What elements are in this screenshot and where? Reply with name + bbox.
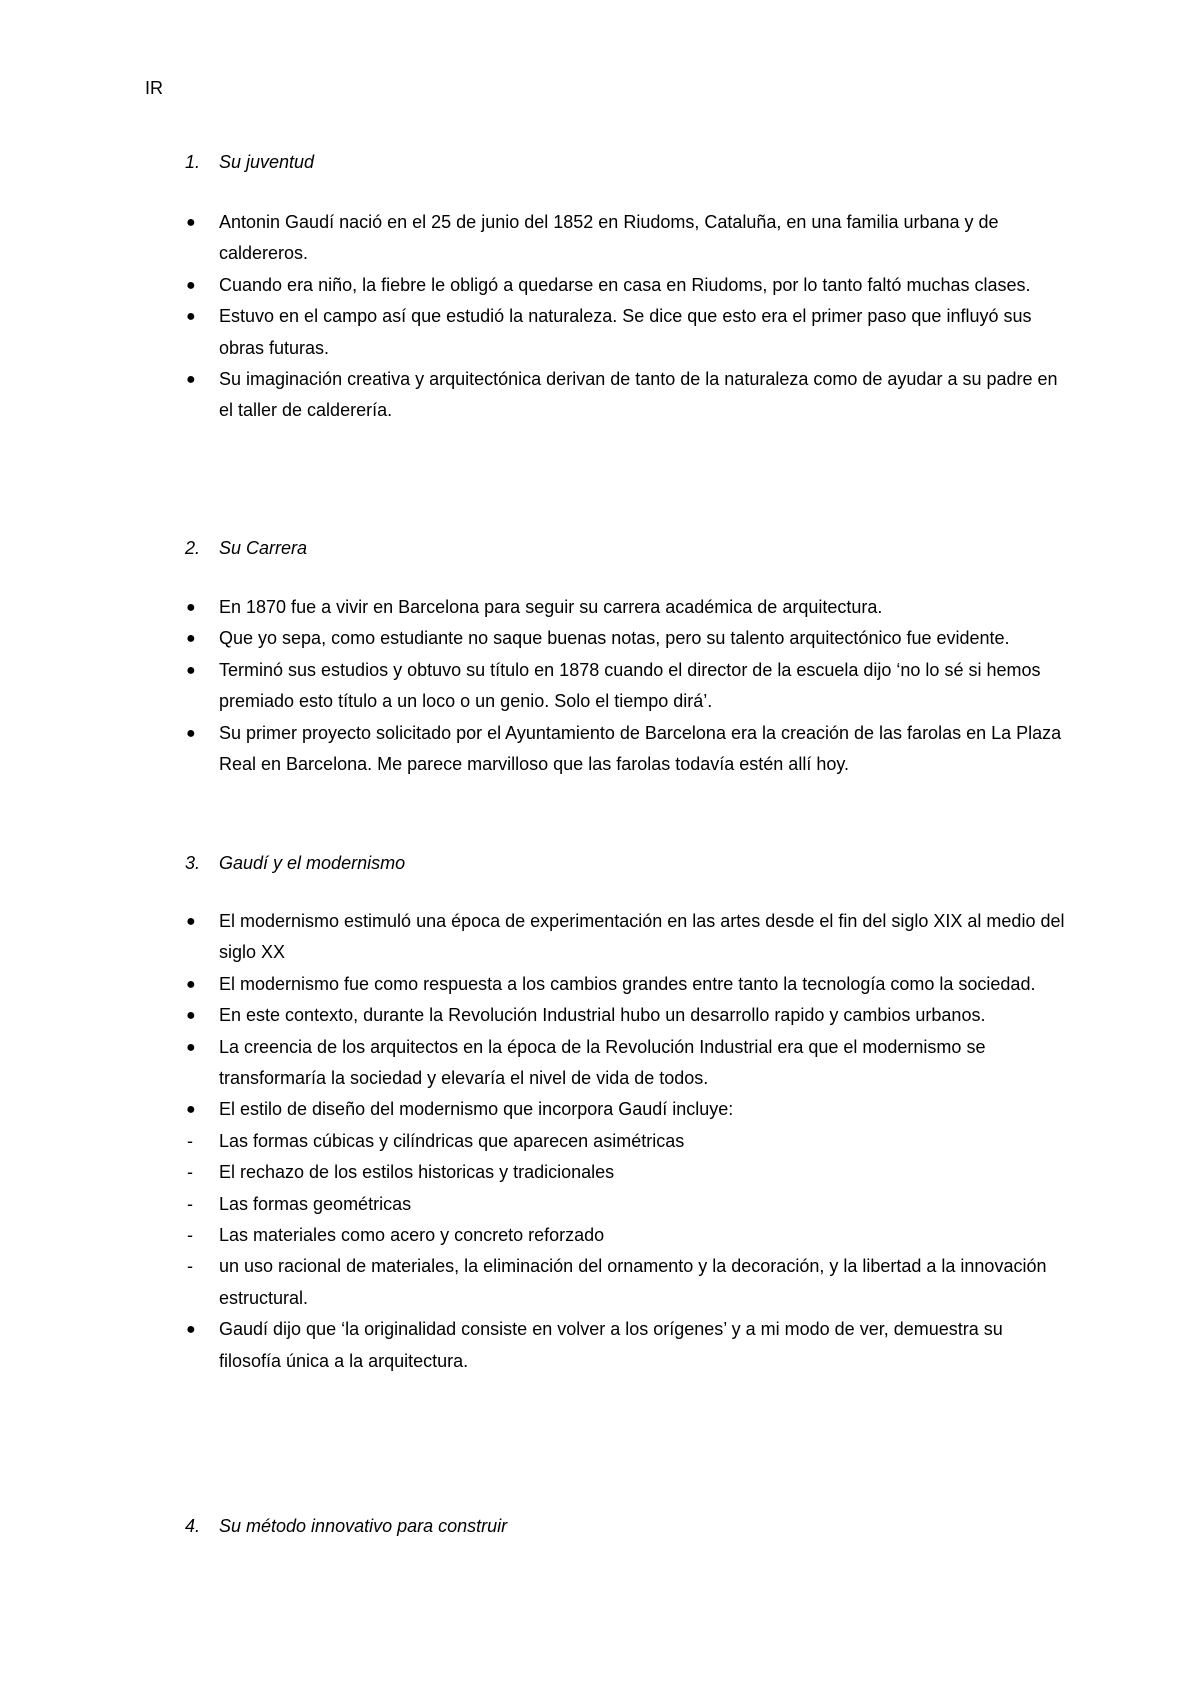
page-header-mark: IR bbox=[145, 78, 163, 98]
item-text: Gaudí dijo que ‘la originalidad consiste en volver a los orígenes’ y a mi modo de ver, demuestra su filosofía única a la arquitectura. bbox=[219, 1319, 1003, 1371]
bullet-item bbox=[185, 1314, 1065, 1377]
bullet-item bbox=[185, 1094, 1065, 1125]
item-text: Las formas cúbicas y cilíndricas que aparecen asimétricas bbox=[219, 1130, 685, 1151]
bullet-item bbox=[185, 623, 1065, 654]
item-text: un uso racional de materiales, la eliminación del ornamento y la decoración, y la libertad a la innovación estructural. bbox=[219, 1256, 1047, 1308]
dash-item bbox=[185, 1251, 1065, 1314]
section-list bbox=[185, 906, 1065, 1377]
item-text: Que yo sepa, como estudiante no saque buenas notas, pero su talento arquitectónico fue evidente. bbox=[219, 628, 1010, 649]
bullet-item bbox=[185, 301, 1065, 364]
section-title: Gaudí y el modernismo bbox=[219, 853, 406, 873]
bullet-icon: ● bbox=[186, 661, 196, 679]
item-text: El estilo de diseño del modernismo que incorpora Gaudí incluye: bbox=[219, 1099, 734, 1120]
bullet-item bbox=[185, 270, 1065, 301]
section-list bbox=[185, 207, 1065, 427]
bullet-item bbox=[185, 592, 1065, 623]
bullet-icon: ● bbox=[186, 599, 196, 616]
dash-icon: - bbox=[187, 1193, 193, 1214]
bullet-icon: ● bbox=[186, 1038, 196, 1056]
section-title: Su Carrera bbox=[219, 538, 308, 558]
dash-item bbox=[185, 1220, 1065, 1251]
bullet-icon: ● bbox=[186, 1321, 196, 1339]
item-text: Cuando era niño, la fiebre le obligó a quedarse en casa en Riudoms, por lo tanto faltó muchas clases. bbox=[219, 274, 1031, 295]
item-text: En este contexto, durante la Revolución Industrial hubo un desarrollo rapido y cambios urbanos. bbox=[219, 1005, 986, 1026]
item-text: Las materiales como acero y concreto reforzado bbox=[219, 1225, 605, 1246]
dash-icon: - bbox=[187, 1130, 193, 1151]
dash-icon: - bbox=[187, 1225, 193, 1246]
section-title: Su método innovativo para construir bbox=[219, 1516, 508, 1536]
section-number: 2. bbox=[185, 538, 201, 558]
dash-icon: - bbox=[187, 1256, 193, 1277]
dash-item bbox=[185, 1126, 1065, 1157]
bullet-item bbox=[185, 969, 1065, 1000]
dash-item bbox=[185, 1157, 1065, 1188]
item-text: El rechazo de los estilos historicas y tradicionales bbox=[219, 1162, 615, 1183]
bullet-item bbox=[185, 1032, 1065, 1095]
item-text: Su primer proyecto solicitado por el Ayuntamiento de Barcelona era la creación de las farolas en La Plaza Real en Barcelona. Me parece marvilloso que las farolas todavía estén allí hoy. bbox=[219, 722, 1062, 775]
item-text: Su imaginación creativa y arquitectónica derivan de tanto de la naturaleza como de ayudar a su padre en el taller de calderería. bbox=[219, 369, 1058, 421]
section-list bbox=[185, 592, 1065, 780]
bullet-icon: ● bbox=[186, 913, 196, 930]
bullet-icon: ● bbox=[186, 1101, 196, 1119]
section-number: 4. bbox=[185, 1516, 201, 1536]
item-text: Estuvo en el campo así que estudió la naturaleza. Se dice que esto era el primer paso que influyó sus obras futuras. bbox=[219, 306, 1032, 358]
item-text: La creencia de los arquitectos en la época de la Revolución Industrial era que el modernismo se transformaría la sociedad y elevaría el nivel de vida de todos. bbox=[219, 1036, 986, 1089]
section-number: 1. bbox=[185, 152, 201, 172]
item-text: El modernismo estimuló una época de experimentación en las artes desde el fin del siglo XIX al medio del siglo XX bbox=[219, 911, 1065, 963]
bullet-icon: ● bbox=[186, 975, 196, 993]
bullet-icon: ● bbox=[186, 308, 196, 326]
bullet-item bbox=[185, 364, 1065, 427]
bullet-item bbox=[185, 718, 1065, 781]
bullet-icon: ● bbox=[186, 276, 196, 294]
bullet-icon: ● bbox=[186, 1007, 196, 1025]
section-title: Su juventud bbox=[219, 152, 315, 172]
item-text: Antonin Gaudí nació en el 25 de junio del 1852 en Riudoms, Cataluña, en una familia urbana y de caldereros. bbox=[219, 212, 999, 264]
bullet-item bbox=[185, 207, 1065, 270]
dash-item bbox=[185, 1189, 1065, 1220]
bullet-icon: ● bbox=[186, 214, 196, 231]
bullet-item bbox=[185, 906, 1065, 969]
item-text: Terminó sus estudios y obtuvo su título en 1878 cuando el director de la escuela dijo ‘no lo sé si hemos premiado esto título a un loco o un genio. Solo el tiempo dirá’. bbox=[219, 659, 1041, 712]
bullet-item bbox=[185, 1000, 1065, 1031]
dash-icon: - bbox=[187, 1162, 193, 1183]
item-text: Las formas geométricas bbox=[219, 1193, 412, 1214]
bullet-icon: ● bbox=[186, 724, 196, 742]
section-number: 3. bbox=[185, 853, 201, 873]
bullet-icon: ● bbox=[186, 371, 196, 389]
item-text: El modernismo fue como respuesta a los cambios grandes entre tanto la tecnología como la sociedad. bbox=[219, 973, 1036, 994]
bullet-item bbox=[185, 655, 1065, 718]
bullet-icon: ● bbox=[186, 630, 196, 648]
item-text: En 1870 fue a vivir en Barcelona para seguir su carrera académica de arquitectura. bbox=[219, 597, 883, 617]
